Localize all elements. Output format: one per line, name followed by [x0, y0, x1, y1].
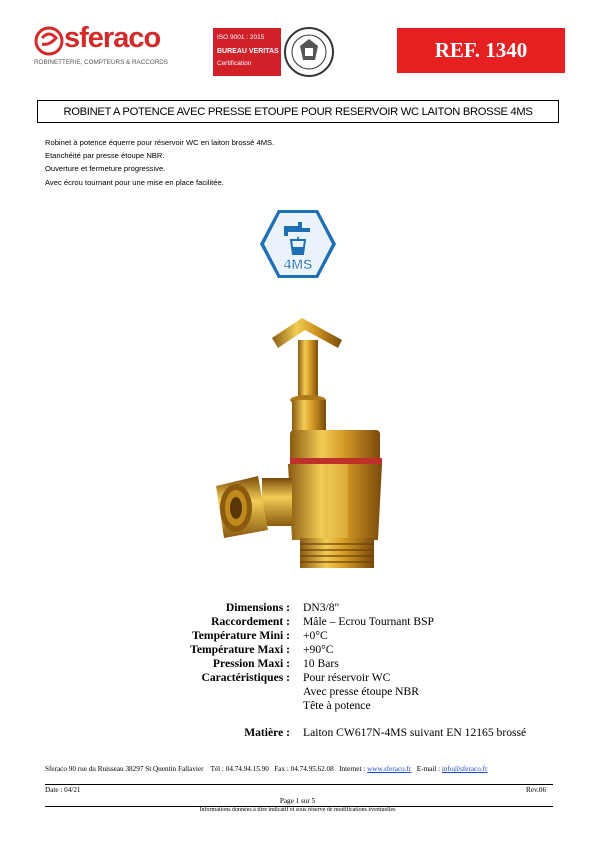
spec-value: +0°C: [303, 629, 328, 642]
description-line: Avec écrou tournant pour une mise en place facilitée.: [45, 177, 224, 187]
email-link[interactable]: info@sferaco.fr: [441, 765, 488, 773]
spec-value: Avec presse étoupe NBR: [303, 685, 420, 698]
disclaimer: Informations données à titre indicatif et sous réserve de modifications éventuelles: [199, 807, 396, 813]
spec-row: [160, 601, 560, 615]
spec-value: +90°C: [303, 643, 334, 656]
description-line: Robinet à potence équerre pour réservoir WC en laiton brossé 4MS.: [45, 138, 275, 147]
spec-row: [160, 629, 560, 643]
spec-value: Pour réservoir WC: [303, 671, 391, 684]
cert-standard: ISO 9001 : 2015: [217, 34, 265, 41]
material-row: [160, 726, 560, 740]
spec-label: Température Maxi :: [190, 643, 290, 656]
spec-value: 10 Bars: [303, 657, 339, 670]
footer-date: Date : 04/21: [45, 786, 81, 794]
spec-label: Température Mini :: [192, 629, 290, 642]
product-description: [45, 136, 274, 189]
footer-divider: [45, 784, 553, 785]
footer-contact: [45, 765, 487, 773]
badge-label: 4MS: [283, 256, 313, 272]
sferaco-logo: [34, 22, 184, 70]
certification-logo: [213, 28, 323, 76]
spec-row: [160, 699, 560, 713]
spec-row: [160, 685, 560, 699]
reference-badge: REF. 1340: [397, 28, 565, 73]
footer-fax: Fax : 04.74.95.62.08: [274, 765, 334, 773]
spec-value: Mâle – Ecrou Tournant BSP: [303, 615, 435, 628]
brass-tap-product-image: [210, 300, 385, 575]
bureau-veritas-seal-icon: [283, 26, 335, 78]
4ms-drinking-water-icon: [258, 206, 338, 282]
footer-email-label: E-mail :: [416, 765, 441, 773]
spec-label: Caractéristiques :: [201, 671, 290, 684]
spec-value: DN3/8": [303, 601, 340, 614]
cert-label: Certification: [217, 60, 252, 67]
spec-label: Dimensions :: [225, 601, 290, 614]
page-number: Page 1 sur 5: [279, 797, 316, 805]
footer-address: Sferaco 90 rue du Ruisseau 38297 St Quentin Fallavier: [45, 765, 204, 773]
brand-name: sferaco: [64, 22, 161, 54]
spec-row: [160, 615, 560, 629]
material-label: Matière :: [244, 726, 290, 739]
footer-internet-label: Internet :: [339, 765, 366, 773]
material-value: Laiton CW617N-4MS suivant EN 12165 brossé: [303, 726, 527, 739]
website-link[interactable]: www.sferaco.fr: [367, 765, 412, 773]
product-title: ROBINET A POTENCE AVEC PRESSE ETOUPE POUR RESERVOIR WC LAITON BROSSE 4MS: [37, 100, 559, 123]
spec-row: [160, 643, 560, 657]
description-line: Etanchéité par presse étoupe NBR.: [45, 151, 165, 161]
certification-box: [213, 28, 281, 76]
description-line: Ouverture et fermeture progressive.: [45, 164, 166, 174]
cert-organisation: BUREAU VERITAS: [217, 48, 279, 55]
spec-value: Tête à potence: [303, 699, 371, 712]
spec-label: Raccordement :: [211, 615, 290, 628]
spec-row: [160, 657, 560, 671]
footer-revision: Rev.06: [526, 786, 547, 794]
spec-row: [160, 671, 560, 685]
spec-label: Pression Maxi :: [212, 657, 290, 670]
sferaco-swirl-icon: [34, 26, 64, 56]
footer-tel: Tél : 04.74.94.15.90: [210, 765, 269, 773]
brand-tagline: ROBINETTERIE, COMPTEURS & RACCORDS: [34, 59, 168, 66]
